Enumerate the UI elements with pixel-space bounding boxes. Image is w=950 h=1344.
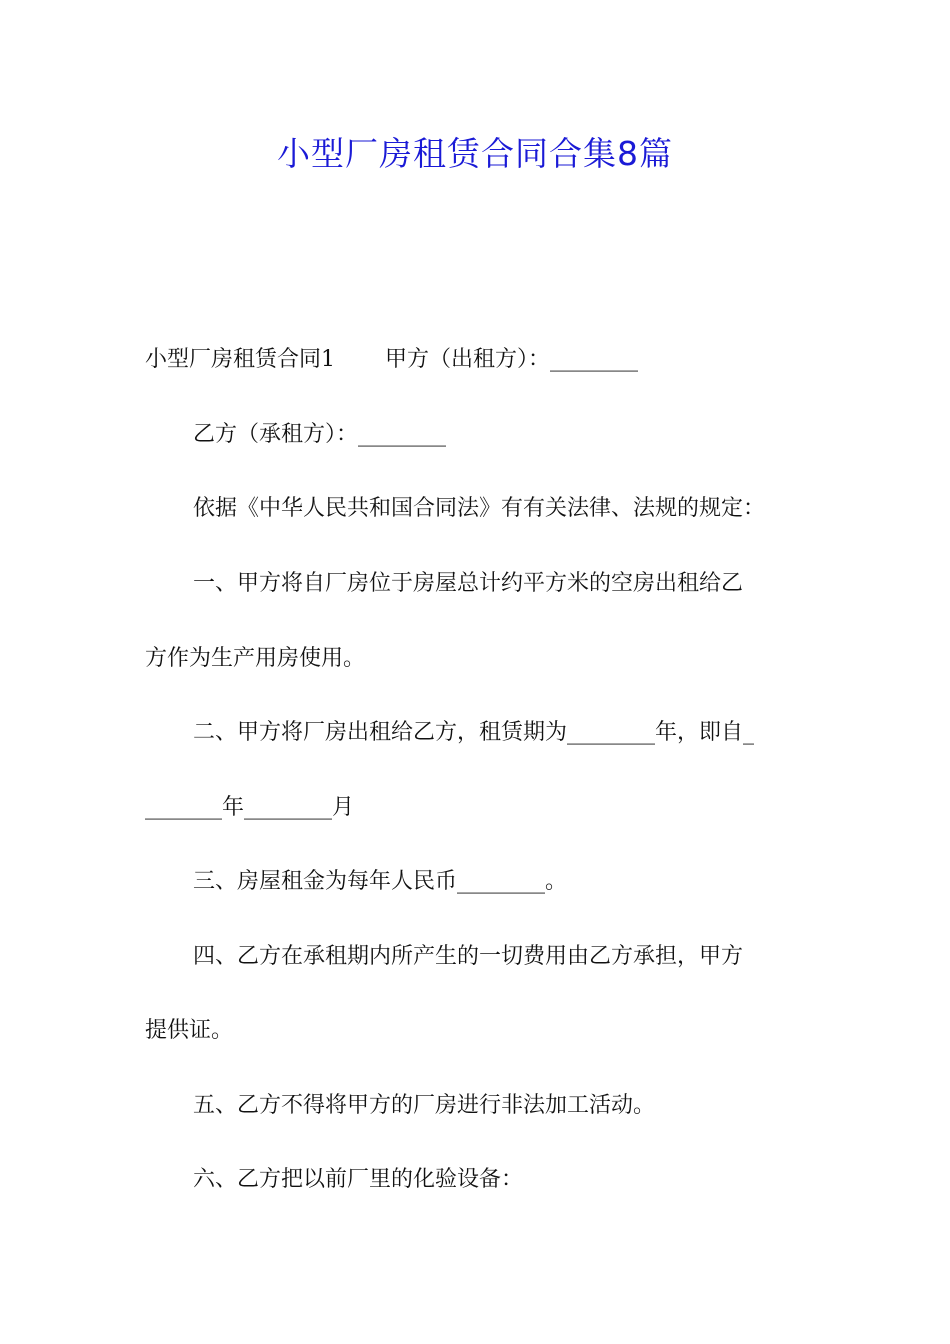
clause-3: 三、房屋租金为每年人民币________。: [193, 869, 568, 894]
party-a-field: 甲方（出租方）：________: [385, 347, 639, 372]
clause-2-line-1: 二、甲方将厂房出租给乙方，租赁期为________年，即自_: [193, 720, 755, 745]
paragraph-basis: 依据《中华人民共和国合同法》有有关法律、法规的规定：: [193, 496, 766, 521]
clause-5: 五、乙方不得将甲方的厂房进行非法加工活动。: [193, 1093, 656, 1118]
clause-1-line-2: 方作为生产用房使用。: [145, 646, 366, 671]
party-b-field: 乙方（承租方）：________: [193, 422, 447, 447]
contract-heading-line: [145, 345, 638, 375]
clause-2-line-2: _______年________月: [145, 795, 355, 820]
document-title: 小型厂房租赁合同合集8篇: [277, 134, 673, 173]
clause-4-line-2: 提供证。: [145, 1018, 234, 1043]
clause-6: 六、乙方把以前厂里的化验设备：: [193, 1167, 524, 1192]
clause-1-line-1: 一、甲方将自厂房位于房屋总计约平方米的空房出租给乙: [193, 571, 744, 596]
clause-4-line-1: 四、乙方在承租期内所产生的一切费用由乙方承担，甲方: [193, 944, 744, 969]
contract-subtitle: 小型厂房租赁合同1: [145, 347, 335, 372]
